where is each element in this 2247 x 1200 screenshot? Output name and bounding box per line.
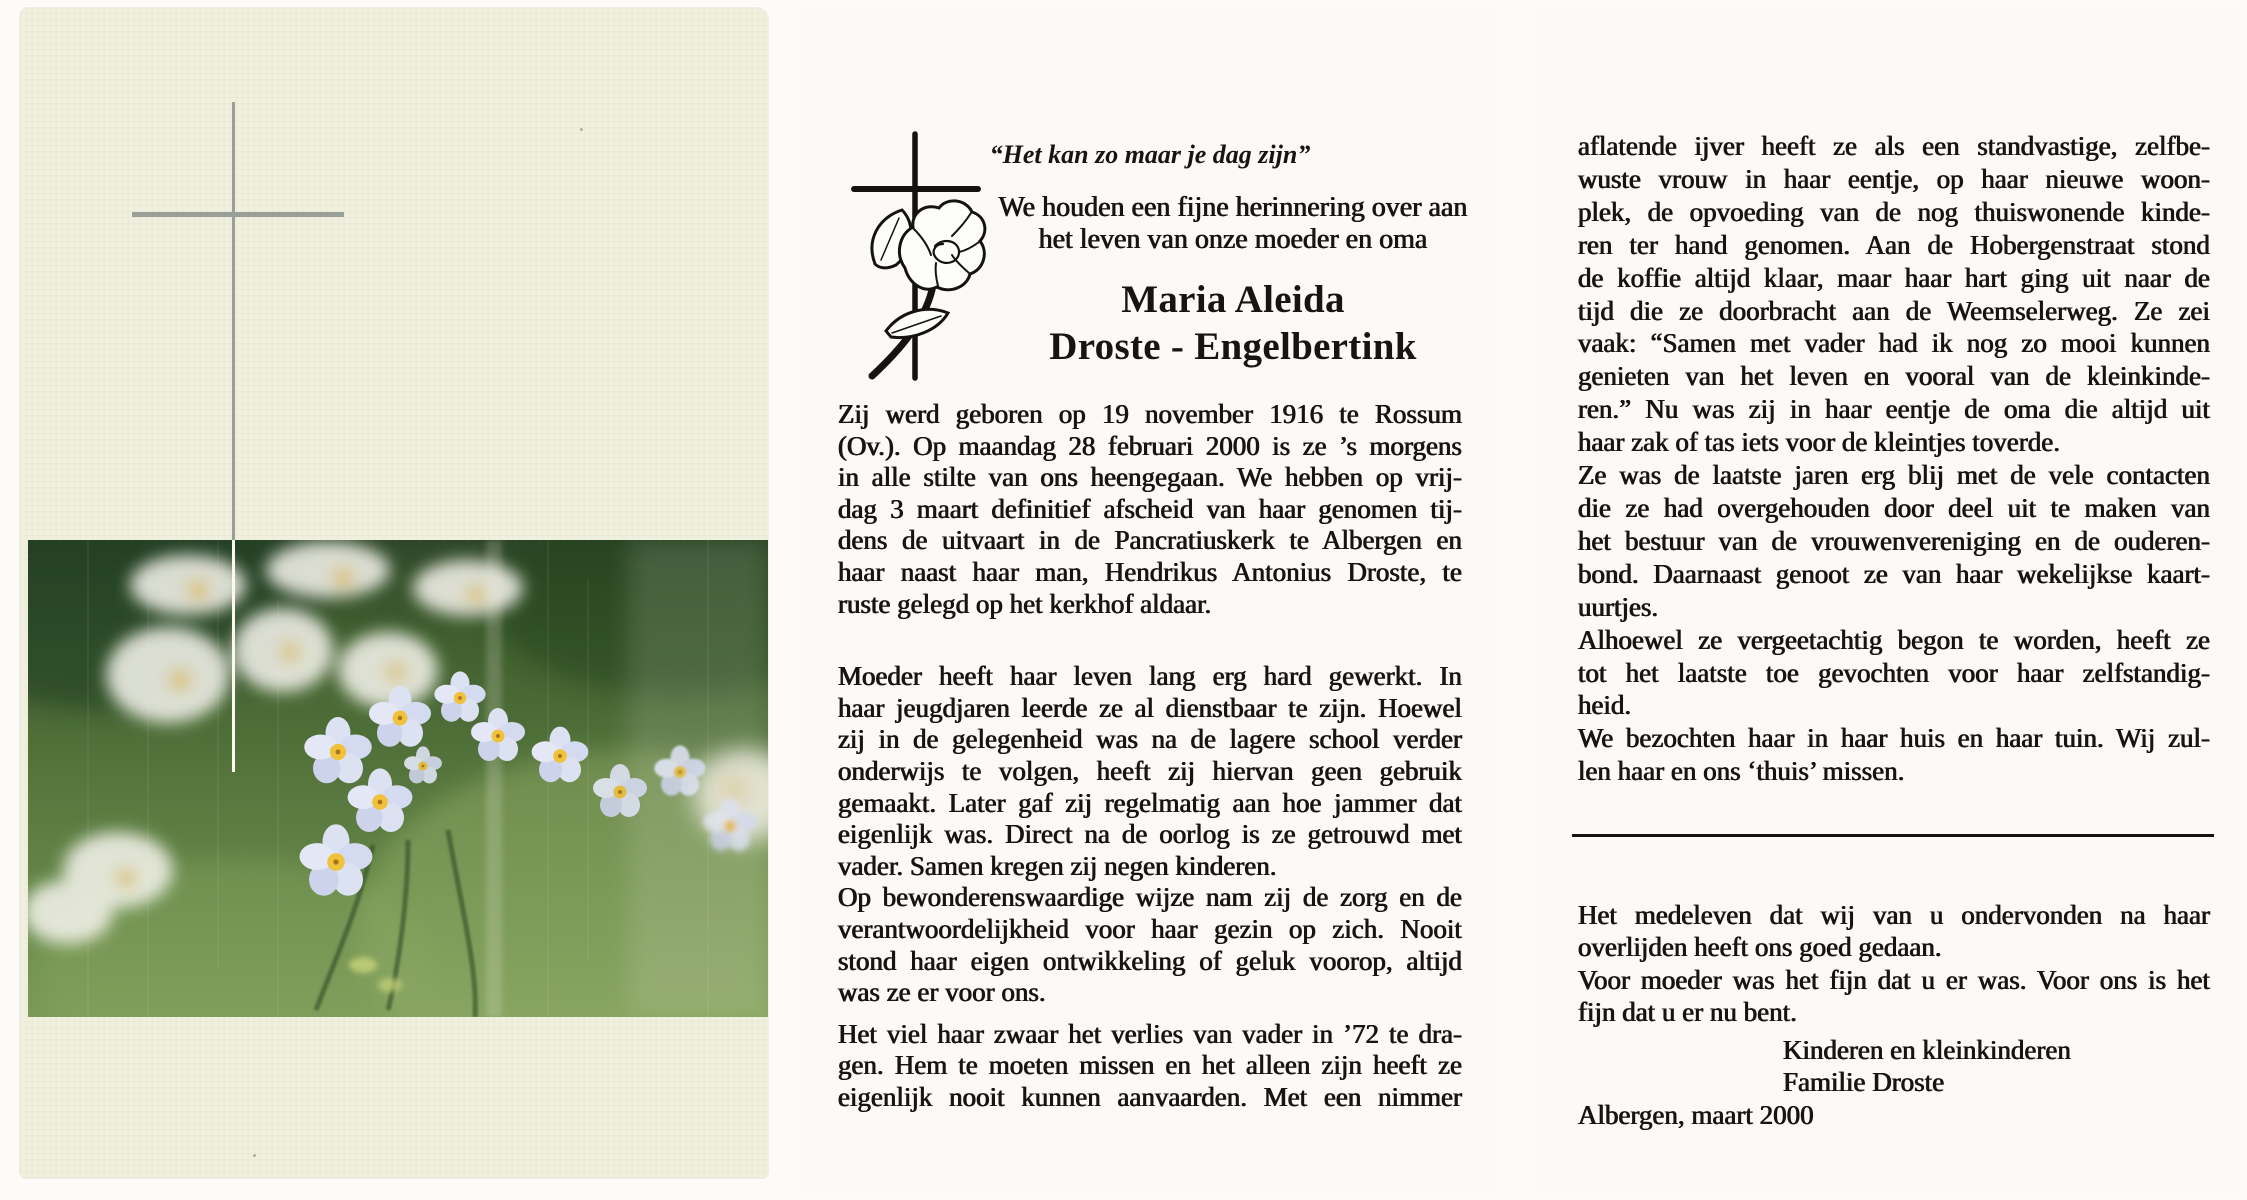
cross-horizontal-bar	[132, 212, 344, 217]
paragraph	[1578, 722, 2210, 788]
text-line: gen. Hem te moeten missen en het alleen zijn heeft ze	[838, 1050, 1462, 1081]
paper-speck	[253, 1154, 256, 1157]
text-line: onderwijs te volgen, heeft zij hiervan geen gebruik	[838, 755, 1462, 786]
text-line: zij in de gelegenheid was na de lagere school verder	[838, 724, 1462, 755]
text-line: Het viel haar zwaar het verlies van vader in ’72 te dra-	[838, 1018, 1462, 1049]
text-line: Alhoewel ze vergeetachtig begon te worden, heeft ze	[1578, 624, 2210, 655]
text-line: haar naast haar man, Hendrikus Antonius Droste, te	[838, 556, 1462, 587]
text-line: dag 3 maart definitief afscheid van haar genomen tij-	[838, 493, 1462, 524]
place-date: Albergen, maart 2000	[1578, 1099, 1814, 1130]
text-line: bond. Daarnaast genoot ze van haar wekelijkse kaart-	[1578, 558, 2210, 589]
paragraph	[838, 399, 1462, 620]
text-line: Voor moeder was het fijn dat u er was. Voor ons is het	[1578, 964, 2210, 995]
text-line: eigenlijk nooit kunnen aanvaarden. Met een nimmer	[838, 1081, 1462, 1112]
text-line: in alle stilte van ons heengegaan. We hebben op vrij-	[838, 462, 1462, 493]
text-line: Ze was de laatste jaren erg blij met de vele contacten	[1578, 460, 2210, 491]
text-line: gemaakt. Later gaf zij regelmatig aan hoe jammer dat	[838, 787, 1462, 818]
motto-quote: “Het kan zo maar je dag zijn”	[989, 140, 1311, 169]
text-line: tijd die ze doorbracht aan de Weemselerweg. Ze zei	[1578, 295, 2210, 326]
text-line: len haar en ons ‘thuis’ missen.	[1578, 756, 1905, 787]
text-line: Kinderen en kleinkinderen	[1783, 1035, 2071, 1066]
text-line: de koffie altijd klaar, maar haar hart ging uit naar de	[1578, 262, 2210, 293]
text-line: fijn dat u er nu bent.	[1578, 996, 1797, 1027]
biography-column-1	[838, 399, 1462, 1113]
memorial-card-front	[20, 8, 768, 1178]
text-line: Droste - Engelbertink	[1049, 325, 1417, 368]
text-line: was ze er voor ons.	[838, 977, 1046, 1008]
paragraph	[838, 661, 1462, 882]
text-line: eigenlijk was. Direct na de oorlog is ze getrouwd met	[838, 819, 1462, 850]
text-line: plek, de opvoeding van de nog thuiswonende kinde-	[1578, 196, 2210, 227]
cross-vertical-bar-over-photo	[232, 540, 235, 772]
text-line: We bezochten haar in haar huis en haar tuin. Wij zul-	[1578, 723, 2210, 754]
text-line: dens de uitvaart in de Pancratiuskerk te Albergen en	[838, 525, 1462, 556]
forget-me-nots-photo	[28, 540, 768, 1017]
acknowledgement-paragraphs	[1578, 899, 2210, 1028]
text-line: Op bewonderenswaardige wijze nam zij de zorg en de	[838, 882, 1462, 913]
paragraph	[1578, 459, 2210, 624]
cross-vertical-bar	[232, 102, 235, 542]
text-line: ren ter hand genomen. Aan de Hobergenstraat stond	[1578, 229, 2210, 260]
divider-line	[1572, 834, 2214, 837]
text-line: Maria Aleida	[1121, 278, 1345, 321]
text-line: ruste gelegd op het kerkhof aldaar.	[838, 588, 1212, 619]
paper-speck	[580, 128, 583, 131]
signature	[1578, 1034, 2210, 1099]
text-line: Moeder heeft haar leven lang erg hard gewerkt. In	[838, 661, 1462, 692]
text-line: uurtjes.	[1578, 591, 1659, 622]
text-line: het bestuur van de vrouwenvereniging en de ouderen-	[1578, 525, 2210, 556]
text-line: het leven van onze moeder en oma	[1038, 224, 1428, 255]
text-line: die ze had overgehouden door deel uit te maken van	[1578, 492, 2210, 523]
paragraph	[838, 1019, 1462, 1114]
text-line: overlijden heeft ons goed gedaan.	[1578, 932, 1942, 963]
text-line: genieten van het leven en vooral van de kleinkinde-	[1578, 361, 2210, 392]
text-line: haar jeugdjaren leerde ze al dienstbaar te zijn. Hoewel	[838, 692, 1462, 723]
text-line: We houden een fijne herinnering over aan	[998, 192, 1468, 223]
text-line: aflatende ijver heeft ze als een standvastige, zelfbe-	[1578, 131, 2210, 161]
text-line: verantwoordelijkheid voor haar gezin op zich. Nooit	[838, 913, 1462, 944]
text-line: wuste vrouw in haar eentje, op haar nieuwe woon-	[1578, 163, 2210, 194]
paragraph	[1578, 624, 2210, 723]
text-line: ren.” Nu was zij in haar eentje de oma die altijd uit	[1578, 394, 2210, 425]
intro-text	[923, 192, 1543, 256]
paragraph	[1578, 964, 2210, 1029]
text-line: stond haar eigen ontwikkeling of geluk voorop, altijd	[838, 945, 1462, 976]
paragraph	[1578, 899, 2210, 964]
biography-column-2	[1578, 130, 2210, 788]
text-line: (Ov.). Op maandag 28 februari 2000 is ze ’s morgens	[838, 430, 1462, 461]
text-line: haar zak of tas iets voor de kleintjes toverde.	[1578, 427, 2061, 458]
text-line: heid.	[1578, 690, 1632, 721]
paragraph	[838, 882, 1462, 1008]
paragraph	[1578, 130, 2210, 459]
text-line: Zij werd geboren op 19 november 1916 te Rossum	[838, 399, 1462, 429]
acknowledgement-block	[1578, 899, 2210, 1131]
text-line: vader. Samen kregen zij negen kinderen.	[838, 850, 1277, 881]
text-line: tot het laatste toe gevochten voor haar zelfstandig-	[1578, 657, 2210, 688]
text-line: Familie Droste	[1783, 1067, 1945, 1098]
deceased-name	[923, 276, 1543, 370]
text-line: Het medeleven dat wij van u ondervonden na haar	[1578, 900, 2210, 930]
text-line: vaak: “Samen met vader had ik nog zo mooi kunnen	[1578, 328, 2210, 359]
flowers-photo-image	[28, 540, 768, 1017]
